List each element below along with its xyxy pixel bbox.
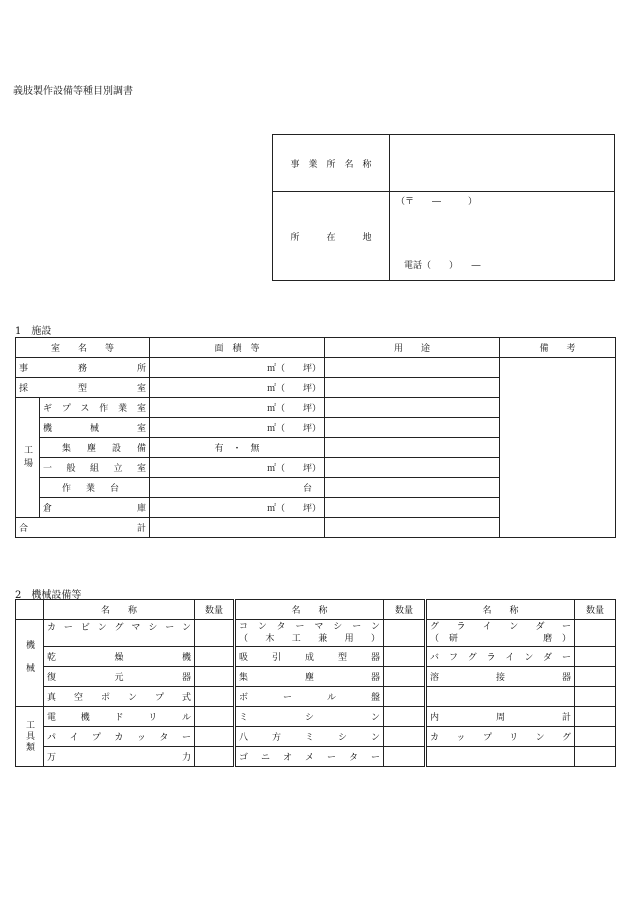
room-name: 集塵設備: [40, 438, 150, 458]
corner-cell: [16, 600, 44, 620]
header-qty: 数量: [195, 600, 235, 620]
equipment-name: コンターマシーン （木工兼用）: [235, 620, 384, 647]
section1-heading: 1 施設: [15, 326, 52, 337]
section2-heading: 2 機械設備等: [15, 590, 82, 601]
equipment-table: [15, 599, 616, 767]
header-remarks: 備 考: [500, 338, 616, 358]
equipment-name: 集 塵 器: [235, 667, 384, 687]
qty-cell[interactable]: [384, 667, 426, 687]
page-title: 義肢製作設備等種目別調書: [13, 86, 133, 97]
qty-cell[interactable]: [195, 647, 235, 667]
header-area: 面 積 等: [150, 338, 325, 358]
equipment-name: 乾 燥 機: [44, 647, 195, 667]
total-area[interactable]: [150, 518, 325, 538]
use-cell[interactable]: [325, 378, 500, 398]
equipment-name: ミ シ ン: [235, 707, 384, 727]
qty-cell[interactable]: [384, 687, 426, 707]
area-value[interactable]: ㎡（ 坪）: [150, 498, 325, 518]
equipment-name: [426, 687, 575, 707]
header-qty: 数量: [384, 600, 426, 620]
area-value[interactable]: ㎡（ 坪）: [150, 378, 325, 398]
factory-label: 工場: [16, 398, 40, 518]
qty-cell[interactable]: [384, 647, 426, 667]
equipment-name: 真空ポンプ式: [44, 687, 195, 707]
qty-cell[interactable]: [575, 727, 616, 747]
postal-code: （〒 ― ）: [396, 197, 478, 207]
equipment-name: カービングマシーン: [44, 620, 195, 647]
equipment-name: バフグラインダー: [426, 647, 575, 667]
header-name: 名 称: [235, 600, 384, 620]
equipment-name: グラインダー （研 磨）: [426, 620, 575, 647]
address-label: 所 在 地: [273, 192, 390, 281]
remarks-cell[interactable]: [500, 358, 616, 538]
equipment-name: 吸 引 成 型 器: [235, 647, 384, 667]
address-field[interactable]: [390, 192, 615, 281]
equipment-name: 内 周 計: [426, 707, 575, 727]
qty-cell[interactable]: [195, 667, 235, 687]
qty-cell[interactable]: [384, 620, 426, 647]
room-name: 一般組立室: [40, 458, 150, 478]
room-name: ギプス作業室: [40, 398, 150, 418]
machine-label: 機械: [16, 620, 44, 707]
qty-cell[interactable]: [384, 707, 426, 727]
equipment-name: 電 機 ド リ ル: [44, 707, 195, 727]
qty-cell[interactable]: [195, 727, 235, 747]
equipment-name: カップリング: [426, 727, 575, 747]
use-cell[interactable]: [325, 458, 500, 478]
total-label: 合 計: [16, 518, 150, 538]
room-name: 事 務 所: [16, 358, 150, 378]
use-cell[interactable]: [325, 518, 500, 538]
equipment-name: 万 力: [44, 747, 195, 767]
header-room: 室 名 等: [16, 338, 150, 358]
qty-cell[interactable]: [575, 747, 616, 767]
equipment-name: ゴニオメーター: [235, 747, 384, 767]
phone-number: 電話（ ） ―: [404, 261, 481, 271]
room-name: 作 業 台: [40, 478, 150, 498]
area-value[interactable]: ㎡（ 坪）: [150, 458, 325, 478]
equipment-name: 八 方 ミ シ ン: [235, 727, 384, 747]
area-value[interactable]: ㎡（ 坪）: [150, 418, 325, 438]
qty-cell[interactable]: [575, 667, 616, 687]
use-cell[interactable]: [325, 438, 500, 458]
equipment-name: パイプカッター: [44, 727, 195, 747]
tool-label: 工具類: [16, 707, 44, 767]
workbench-count[interactable]: 台: [150, 478, 325, 498]
room-name: 倉 庫: [40, 498, 150, 518]
use-cell[interactable]: [325, 498, 500, 518]
office-info-table: [272, 134, 615, 281]
qty-cell[interactable]: [575, 620, 616, 647]
equipment-name: 溶 接 器: [426, 667, 575, 687]
qty-cell[interactable]: [195, 747, 235, 767]
qty-cell[interactable]: [575, 647, 616, 667]
office-name-label: 事 業 所 名 称: [273, 135, 390, 192]
dust-collector-choice[interactable]: 有 ・ 無: [150, 438, 325, 458]
qty-cell[interactable]: [575, 707, 616, 727]
header-qty: 数量: [575, 600, 616, 620]
header-name: 名 称: [44, 600, 195, 620]
equipment-name: 復 元 器: [44, 667, 195, 687]
qty-cell[interactable]: [195, 687, 235, 707]
header-use: 用 途: [325, 338, 500, 358]
qty-cell[interactable]: [195, 620, 235, 647]
equipment-name: ボ ー ル 盤: [235, 687, 384, 707]
area-value[interactable]: ㎡（ 坪）: [150, 398, 325, 418]
facility-table: [15, 337, 616, 538]
qty-cell[interactable]: [575, 687, 616, 707]
office-name-field[interactable]: [390, 135, 615, 192]
use-cell[interactable]: [325, 398, 500, 418]
use-cell[interactable]: [325, 478, 500, 498]
header-name: 名 称: [426, 600, 575, 620]
area-value[interactable]: ㎡（ 坪）: [150, 358, 325, 378]
use-cell[interactable]: [325, 418, 500, 438]
qty-cell[interactable]: [195, 707, 235, 727]
use-cell[interactable]: [325, 358, 500, 378]
qty-cell[interactable]: [384, 727, 426, 747]
room-name: 機 械 室: [40, 418, 150, 438]
equipment-name: [426, 747, 575, 767]
qty-cell[interactable]: [384, 747, 426, 767]
room-name: 採 型 室: [16, 378, 150, 398]
